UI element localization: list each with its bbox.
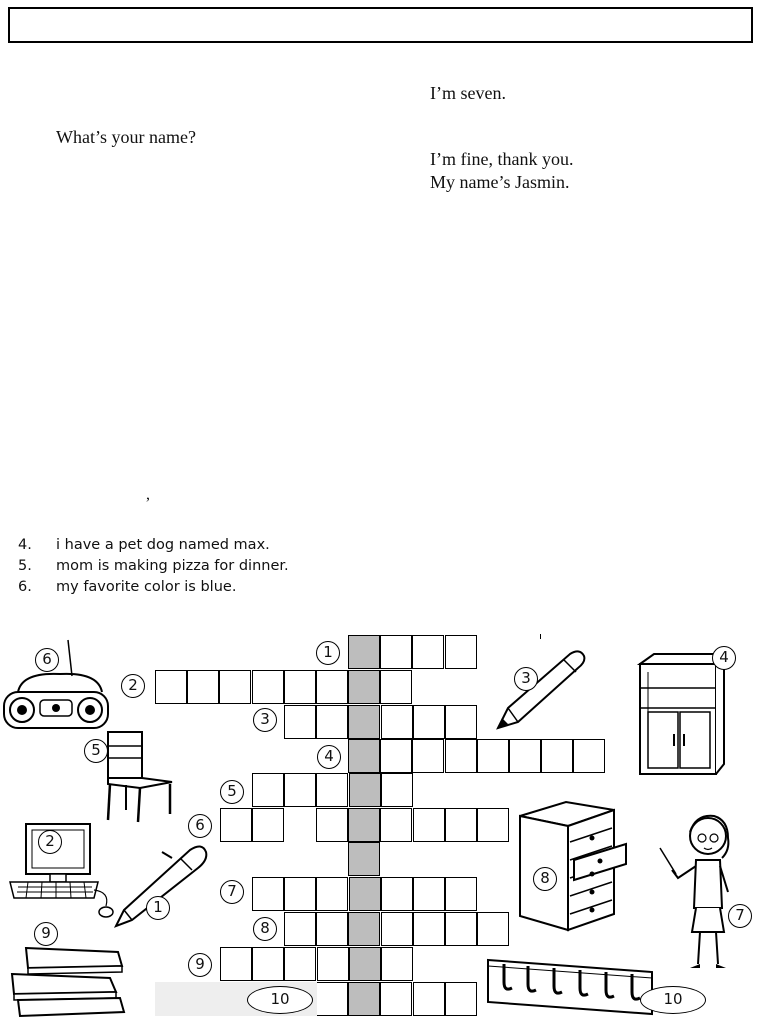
crossword-cell[interactable]	[380, 670, 412, 704]
sentence-text: i have a pet dog named max.	[56, 537, 270, 553]
title-box	[8, 7, 753, 43]
crossword-cell[interactable]	[155, 670, 187, 704]
crossword-cell[interactable]	[445, 635, 477, 669]
crossword-cell[interactable]	[316, 877, 348, 911]
picture-label: 6	[35, 648, 59, 672]
crossword-cell[interactable]	[509, 739, 541, 773]
coat-hooks-icon	[484, 952, 656, 1018]
crossword-cell[interactable]	[284, 670, 316, 704]
crossword-cell[interactable]	[316, 808, 348, 842]
picture-label: 4	[712, 646, 736, 670]
crossword-cell[interactable]	[316, 705, 348, 739]
crossword-cell[interactable]	[413, 877, 445, 911]
clue-number: 5	[220, 780, 244, 804]
crossword-cell[interactable]	[413, 912, 445, 946]
clue-number: 7	[220, 880, 244, 904]
clue-number: 9	[188, 953, 212, 977]
crossword-cell[interactable]	[348, 842, 380, 876]
pencil-icon	[494, 646, 588, 732]
drawers-icon	[516, 798, 628, 934]
crossword-cell[interactable]	[220, 808, 252, 842]
sentence-number: 4.	[18, 537, 32, 553]
clue-number: 1	[316, 641, 340, 665]
crossword-cell[interactable]	[445, 912, 477, 946]
picture-label: 5	[84, 739, 108, 763]
chair-icon	[100, 728, 178, 826]
clue-number: 3	[253, 708, 277, 732]
clue-number: 6	[188, 814, 212, 838]
crossword-cell[interactable]	[381, 877, 413, 911]
sentence-text: mom is making pizza for dinner.	[56, 558, 289, 574]
computer-icon	[8, 820, 118, 920]
sentence-item	[18, 558, 289, 574]
clue-number: 2	[121, 674, 145, 698]
crossword-cell[interactable]	[348, 912, 380, 946]
answer-text: I’m fine, thank you.	[430, 149, 574, 169]
crossword-cell[interactable]	[381, 773, 413, 807]
crossword-cell[interactable]	[380, 739, 412, 773]
clue-number: 4	[317, 745, 341, 769]
crossword-cell[interactable]	[380, 808, 412, 842]
crossword-cell[interactable]	[187, 670, 219, 704]
crossword-cell[interactable]	[219, 670, 251, 704]
picture-label: 7	[728, 904, 752, 928]
crossword-cell[interactable]	[252, 877, 284, 911]
crossword-cell[interactable]	[252, 773, 284, 807]
sentence-number: 5.	[18, 558, 32, 574]
crossword-cell[interactable]	[381, 947, 413, 981]
crossword-cell[interactable]	[252, 947, 284, 981]
crossword-cell[interactable]	[573, 739, 605, 773]
picture-label: 10	[640, 986, 706, 1014]
sentence-number: 6.	[18, 579, 32, 595]
answer-text: I’m seven.	[430, 83, 506, 103]
crossword-cell[interactable]	[413, 705, 445, 739]
picture-label: 1	[146, 896, 170, 920]
radio-icon	[0, 636, 112, 734]
crossword-cell[interactable]	[380, 635, 412, 669]
crossword-cell[interactable]	[445, 877, 477, 911]
books-icon	[6, 938, 128, 1020]
bookcase-icon	[636, 648, 728, 778]
crossword-cell[interactable]	[316, 982, 348, 1016]
crossword-cell[interactable]	[317, 947, 349, 981]
crossword-cell[interactable]	[284, 947, 316, 981]
crossword-cell[interactable]	[477, 739, 509, 773]
crossword-cell[interactable]	[348, 739, 380, 773]
crossword-cell[interactable]	[284, 877, 316, 911]
question-text: What’s your name?	[56, 127, 196, 147]
clue-number: 8	[253, 917, 277, 941]
crossword-cell[interactable]	[348, 705, 380, 739]
crossword-cell[interactable]	[348, 808, 380, 842]
crossword-cell[interactable]	[477, 912, 509, 946]
crossword-cell[interactable]	[348, 982, 380, 1016]
sentence-item	[18, 537, 270, 553]
picture-label: 9	[34, 922, 58, 946]
crossword-cell[interactable]	[445, 982, 477, 1016]
crossword-cell[interactable]	[349, 877, 381, 911]
crossword-cell[interactable]	[348, 635, 380, 669]
teacher-icon	[656, 808, 734, 974]
answer-text: My name’s Jasmin.	[430, 172, 570, 192]
crossword-cell[interactable]	[284, 912, 316, 946]
crossword-cell[interactable]	[445, 705, 477, 739]
picture-label: 3	[514, 667, 538, 691]
stray-comma: ,	[146, 486, 150, 503]
sentence-text: my favorite color is blue.	[56, 579, 237, 595]
crossword-cell[interactable]	[413, 808, 445, 842]
crossword-cell[interactable]	[412, 739, 444, 773]
crossword-cell[interactable]	[380, 982, 412, 1016]
crossword-cell[interactable]	[413, 982, 445, 1016]
crossword-cell[interactable]	[316, 912, 348, 946]
crossword-cell[interactable]	[349, 947, 381, 981]
crossword-cell[interactable]	[252, 670, 284, 704]
crossword-cell[interactable]	[316, 670, 348, 704]
crossword-cell[interactable]	[316, 773, 348, 807]
crossword-cell[interactable]	[477, 808, 509, 842]
crossword-cell[interactable]	[381, 705, 413, 739]
crossword-cell[interactable]	[349, 773, 381, 807]
crossword-cell[interactable]	[412, 635, 444, 669]
crossword-cell[interactable]	[445, 808, 477, 842]
crossword-cell[interactable]	[381, 912, 413, 946]
picture-label: 8	[533, 867, 557, 891]
crossword-cell[interactable]	[284, 705, 316, 739]
stray-tick	[540, 634, 541, 639]
crossword-cell[interactable]	[284, 773, 316, 807]
crossword-cell[interactable]	[348, 670, 380, 704]
crossword-cell[interactable]	[541, 739, 573, 773]
picture-label: 2	[38, 830, 62, 854]
crossword-cell[interactable]	[445, 739, 477, 773]
clue-number: 10	[247, 986, 313, 1014]
crossword-cell[interactable]	[252, 808, 284, 842]
sentence-item	[18, 579, 236, 595]
crossword-cell[interactable]	[220, 947, 252, 981]
